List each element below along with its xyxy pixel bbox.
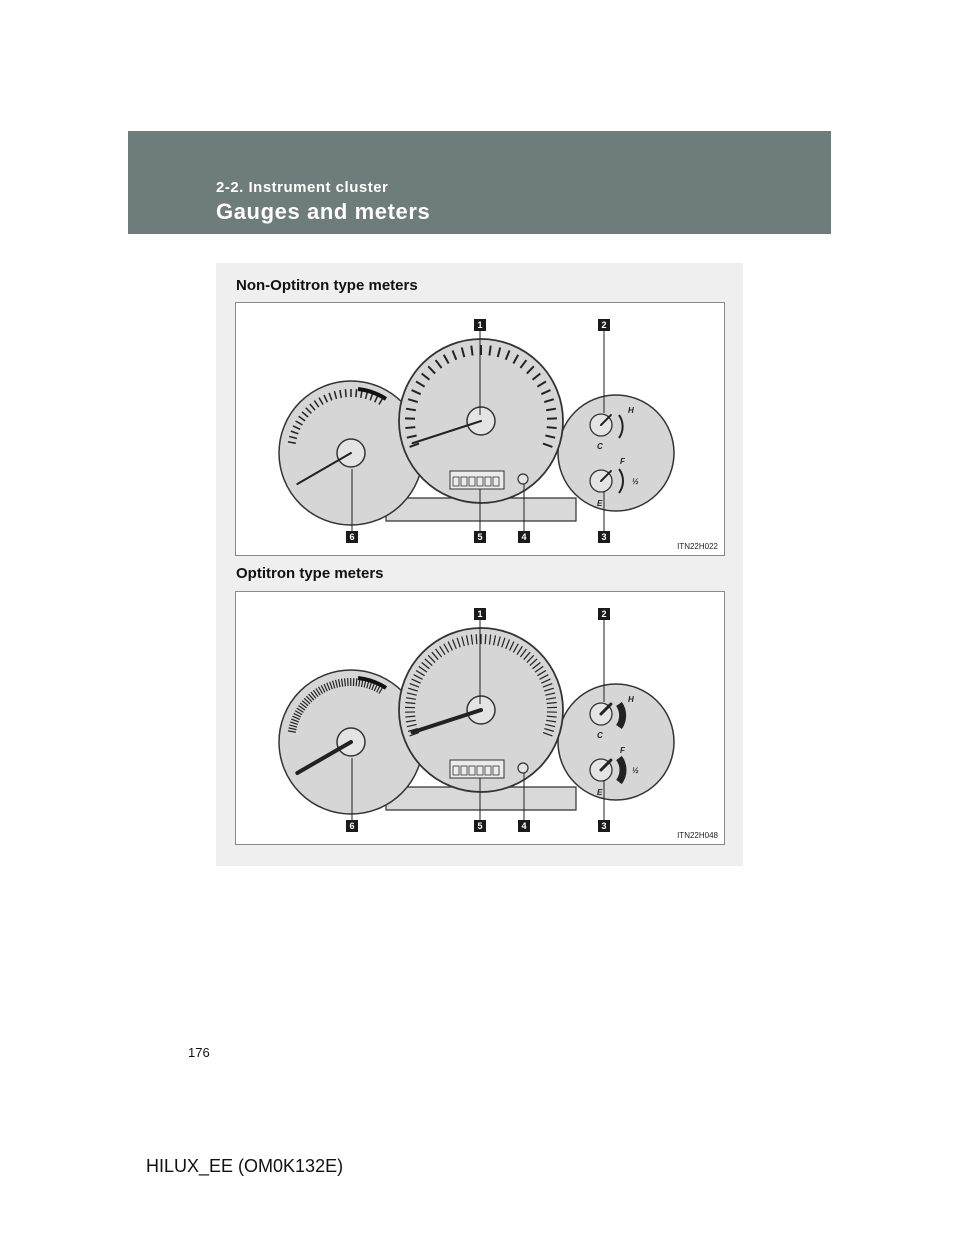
aux-gauge-dial bbox=[558, 684, 674, 800]
callout-2: 2 bbox=[598, 319, 610, 331]
callout-5: 5 bbox=[474, 820, 486, 832]
callout-1: 1 bbox=[474, 319, 486, 331]
chapter-header bbox=[128, 131, 831, 234]
aux-gauge-dial bbox=[558, 395, 674, 511]
temperature-cold-mark: C bbox=[597, 731, 603, 740]
cluster-illustration bbox=[236, 303, 724, 555]
fuel-half-mark: ½ bbox=[632, 766, 639, 775]
trip-reset-knob bbox=[518, 474, 528, 484]
callout-3: 3 bbox=[598, 820, 610, 832]
image-code: ITN22H022 bbox=[677, 542, 718, 551]
cluster-illustration bbox=[236, 592, 724, 844]
callout-3: 3 bbox=[598, 531, 610, 543]
callout-4: 4 bbox=[518, 820, 530, 832]
document-code: HILUX_EE (OM0K132E) bbox=[146, 1156, 344, 1176]
fuel-full-mark: F bbox=[620, 457, 625, 466]
fuel-half-mark: ½ bbox=[632, 477, 639, 486]
figure-panel bbox=[216, 263, 743, 866]
instrument-cluster-diagram-non-optitron bbox=[235, 302, 725, 556]
callout-1: 1 bbox=[474, 608, 486, 620]
instrument-cluster-diagram-optitron bbox=[235, 591, 725, 845]
figure-caption-optitron: Optitron type meters bbox=[236, 565, 384, 582]
trip-reset-knob bbox=[518, 763, 528, 773]
image-code: ITN22H048 bbox=[677, 831, 718, 840]
callout-4: 4 bbox=[518, 531, 530, 543]
section-label: 2-2. Instrument cluster bbox=[216, 179, 389, 196]
temperature-cold-mark: C bbox=[597, 442, 603, 451]
fuel-full-mark: F bbox=[620, 746, 625, 755]
page-number: 176 bbox=[188, 1045, 210, 1060]
page-title: Gauges and meters bbox=[216, 199, 431, 224]
fuel-scale bbox=[619, 758, 623, 782]
fuel-empty-mark: E bbox=[597, 788, 603, 797]
callout-2: 2 bbox=[598, 608, 610, 620]
callout-6: 6 bbox=[346, 820, 358, 832]
temperature-hot-mark: H bbox=[628, 406, 634, 415]
figure-caption-non-optitron: Non-Optitron type meters bbox=[236, 277, 418, 294]
callout-6: 6 bbox=[346, 531, 358, 543]
temperature-hot-mark: H bbox=[628, 695, 634, 704]
fuel-empty-mark: E bbox=[597, 499, 603, 508]
temperature-scale bbox=[619, 704, 623, 727]
callout-5: 5 bbox=[474, 531, 486, 543]
